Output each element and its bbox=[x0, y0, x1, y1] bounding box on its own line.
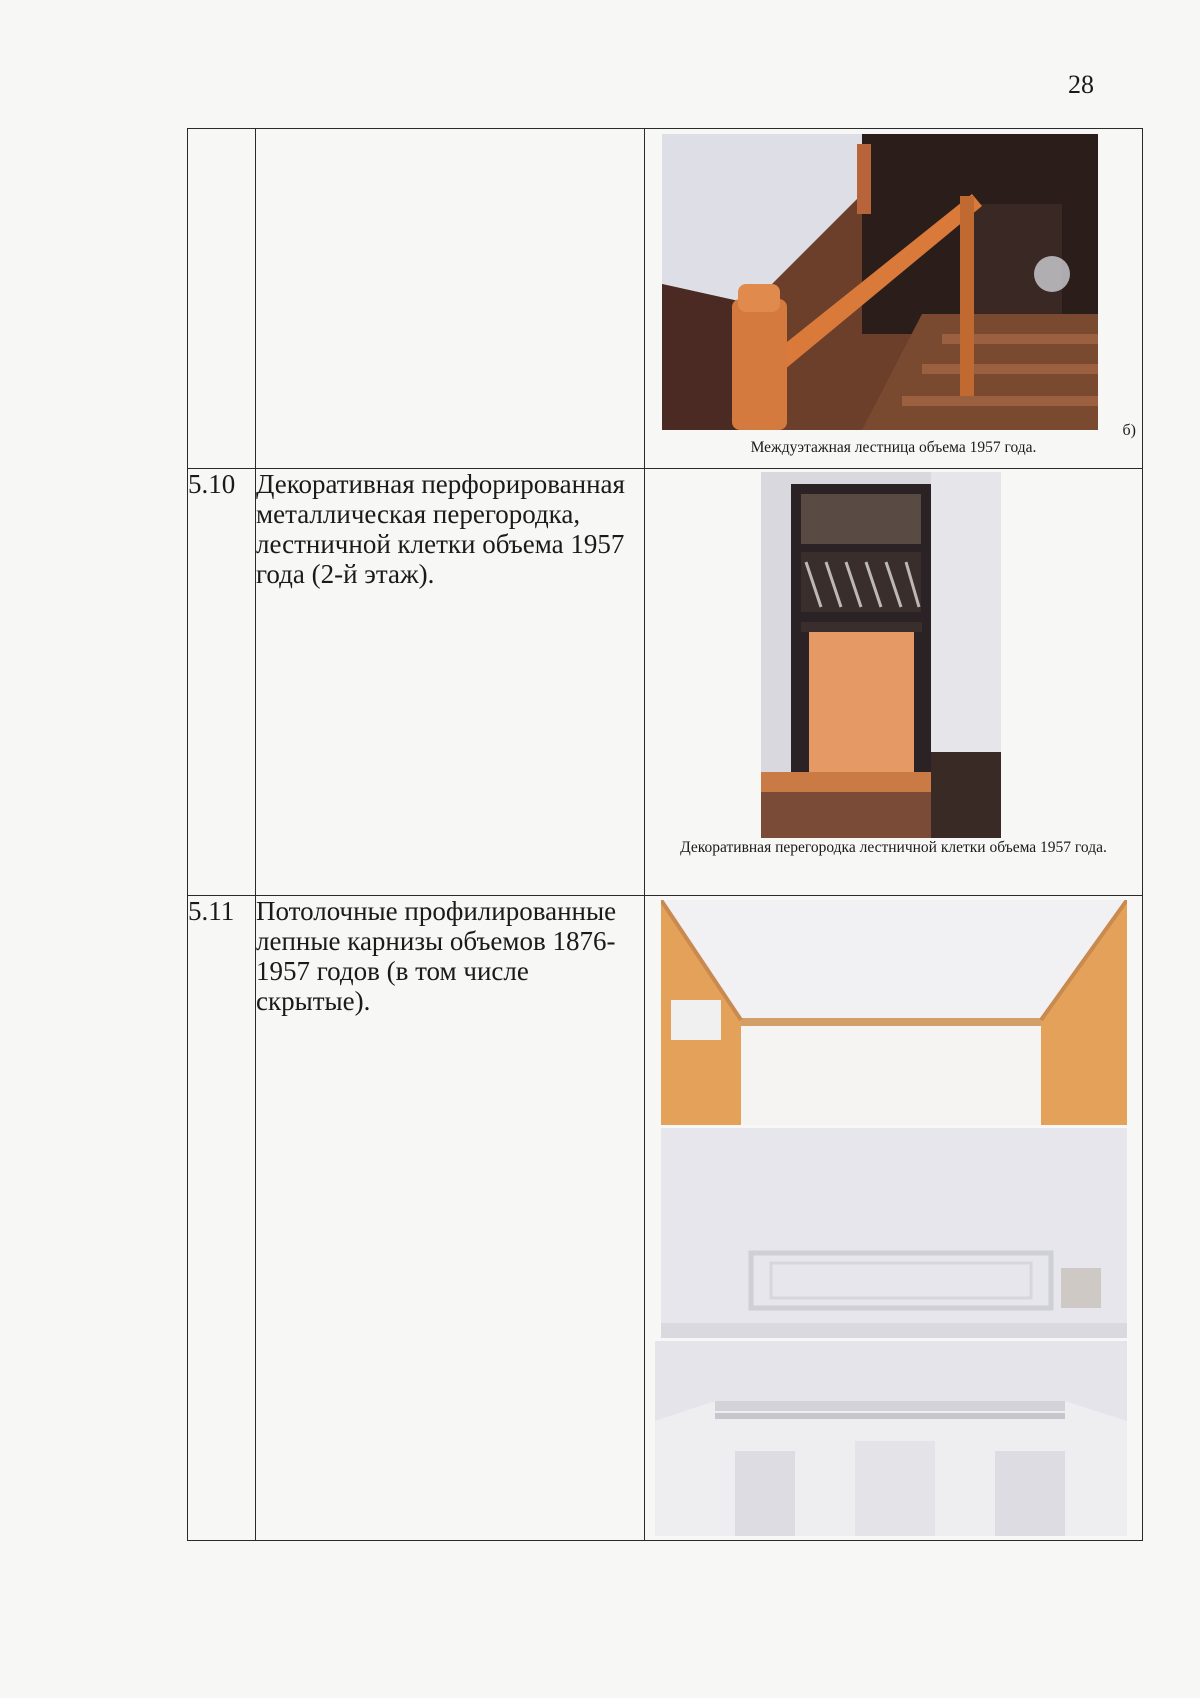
table-row bbox=[188, 469, 1143, 896]
row-description bbox=[256, 129, 645, 469]
photo-cell bbox=[645, 129, 1143, 469]
ceiling-cornice-photo-2 bbox=[661, 1128, 1127, 1338]
photo-label: б) bbox=[1122, 422, 1136, 439]
row-description: Декоративная перфорированная металлическая перегородка, лестничной клетки объема 1957 года (2-й этаж). bbox=[256, 469, 645, 896]
row-description: Потолочные профилированные лепные карнизы объемов 1876-1957 годов (в том числе скрытые). bbox=[256, 896, 645, 1541]
table-row bbox=[188, 896, 1143, 1541]
photo-cell bbox=[645, 469, 1143, 896]
heritage-elements-table bbox=[187, 128, 1143, 1541]
page-number: 28 bbox=[1068, 70, 1094, 99]
photo-cell bbox=[645, 896, 1143, 1541]
ceiling-cornice-photo-1 bbox=[661, 900, 1127, 1125]
photo-caption: Междуэтажная лестница объема 1957 года. bbox=[750, 439, 1037, 456]
photo-caption: Декоративная перегородка лестничной клетки объема 1957 года. bbox=[680, 839, 1107, 856]
ceiling-cornice-photo-3 bbox=[655, 1341, 1127, 1536]
row-number bbox=[188, 129, 256, 469]
row-number: 5.10 bbox=[188, 469, 256, 896]
row-number: 5.11 bbox=[188, 896, 256, 1541]
table-row bbox=[188, 129, 1143, 469]
staircase-photo bbox=[662, 134, 1098, 430]
metal-partition-photo bbox=[761, 472, 1001, 838]
